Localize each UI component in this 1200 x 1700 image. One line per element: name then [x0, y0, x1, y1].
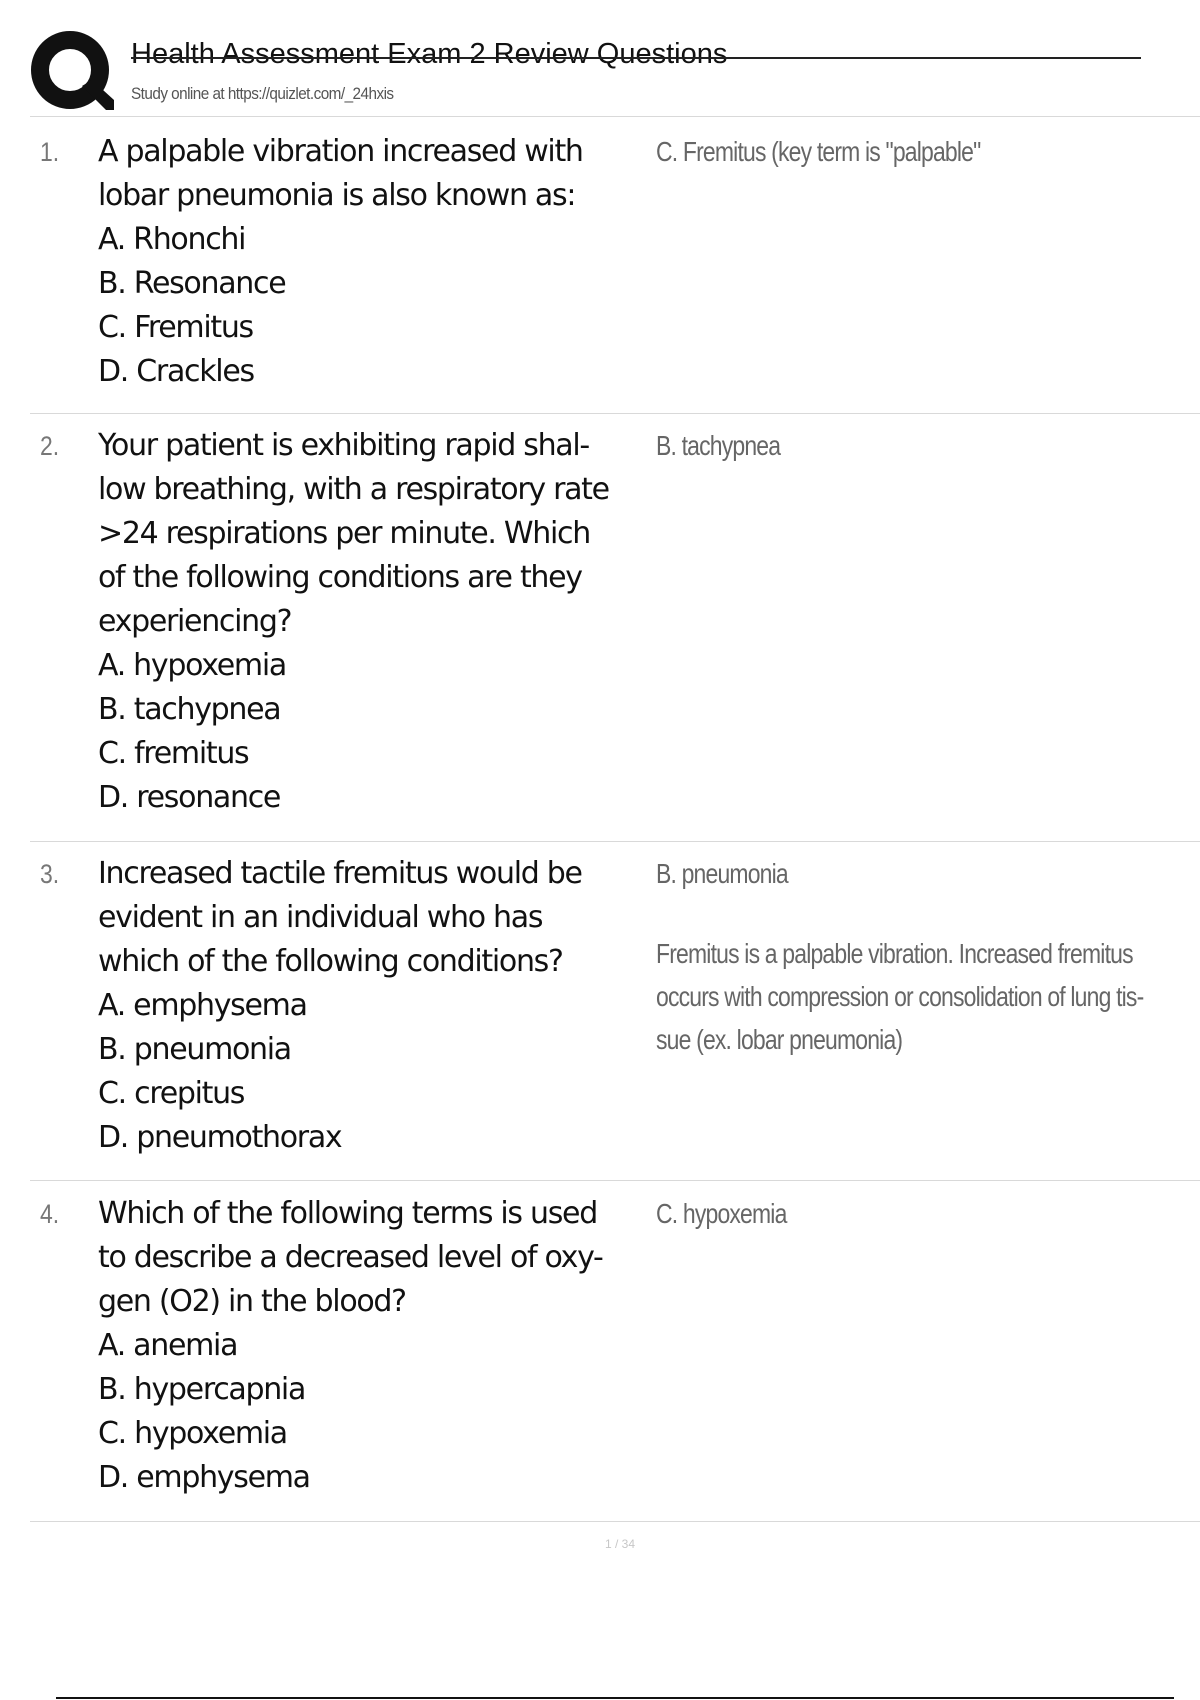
option-b: B. tachypnea [98, 692, 281, 727]
answer-explanation [656, 932, 1189, 1061]
option-a: A. anemia [98, 1328, 238, 1363]
option-a: A. Rhonchi [98, 222, 246, 257]
question-line: >24 respirations per minute. Which [98, 516, 590, 551]
option-c: C. hypoxemia [98, 1416, 287, 1451]
explanation-line: sue (ex. lobar pneumonia) [656, 1024, 903, 1055]
option-d: D. resonance [98, 780, 281, 815]
card-number: 4. [40, 1199, 60, 1229]
option-a: A. emphysema [98, 988, 307, 1023]
option-b: B. Resonance [98, 266, 286, 301]
option-a: A. hypoxemia [98, 648, 286, 683]
card-divider [30, 841, 1200, 842]
explanation-line: occurs with compression or consolidation of lung tis- [656, 981, 1144, 1012]
option-d: D. Crackles [98, 354, 254, 389]
page-bottom-rule [56, 1697, 1174, 1699]
answer-text: B. pneumonia [656, 858, 788, 889]
answer-text: B. tachypnea [656, 430, 781, 461]
question-line: Increased tactile fremitus would be [98, 856, 582, 891]
card-number: 2. [40, 431, 60, 461]
explanation-line: Fremitus is a palpable vibration. Increased fremitus [656, 938, 1133, 969]
option-c: C. Fremitus [98, 310, 253, 345]
option-c: C. crepitus [98, 1076, 245, 1111]
question-line: to describe a decreased level of oxy- [98, 1240, 603, 1275]
document-title: Health Assessment Exam 2 Review Questions [131, 38, 728, 70]
quizlet-logo-icon [30, 30, 114, 114]
page-number: 1 / 34 [604, 1537, 636, 1551]
card-divider [30, 1521, 1200, 1522]
question-line: gen (O2) in the blood? [98, 1284, 406, 1319]
question-block [98, 424, 688, 820]
card-divider [30, 1180, 1200, 1181]
question-line: lobar pneumonia is also known as: [98, 178, 576, 213]
option-b: B. hypercapnia [98, 1372, 306, 1407]
question-line: low breathing, with a respiratory rate [98, 472, 609, 507]
option-c: C. fremitus [98, 736, 249, 771]
answer-text: C. Fremitus (key term is "palpable" [656, 136, 981, 167]
question-block [98, 1192, 688, 1500]
question-line: Your patient is exhibiting rapid shal- [98, 428, 589, 463]
question-block [98, 130, 688, 394]
option-d: D. pneumothorax [98, 1120, 342, 1155]
option-b: B. pneumonia [98, 1032, 291, 1067]
card-divider [30, 413, 1200, 414]
question-line: which of the following conditions? [98, 944, 563, 979]
answer-text: C. hypoxemia [656, 1198, 787, 1229]
study-online-link[interactable]: Study online at https://quizlet.com/_24hxis [131, 84, 394, 103]
question-line: experiencing? [98, 604, 292, 639]
question-block [98, 852, 688, 1160]
question-line: A palpable vibration increased with [98, 134, 583, 169]
question-line: of the following conditions are they [98, 560, 582, 595]
option-d: D. emphysema [98, 1460, 310, 1495]
card-number: 3. [40, 859, 60, 889]
header-strike-rule [131, 57, 1141, 59]
question-line: evident in an individual who has [98, 900, 543, 935]
question-line: Which of the following terms is used [98, 1196, 597, 1231]
header-divider [30, 116, 1200, 117]
card-number: 1. [40, 137, 60, 167]
